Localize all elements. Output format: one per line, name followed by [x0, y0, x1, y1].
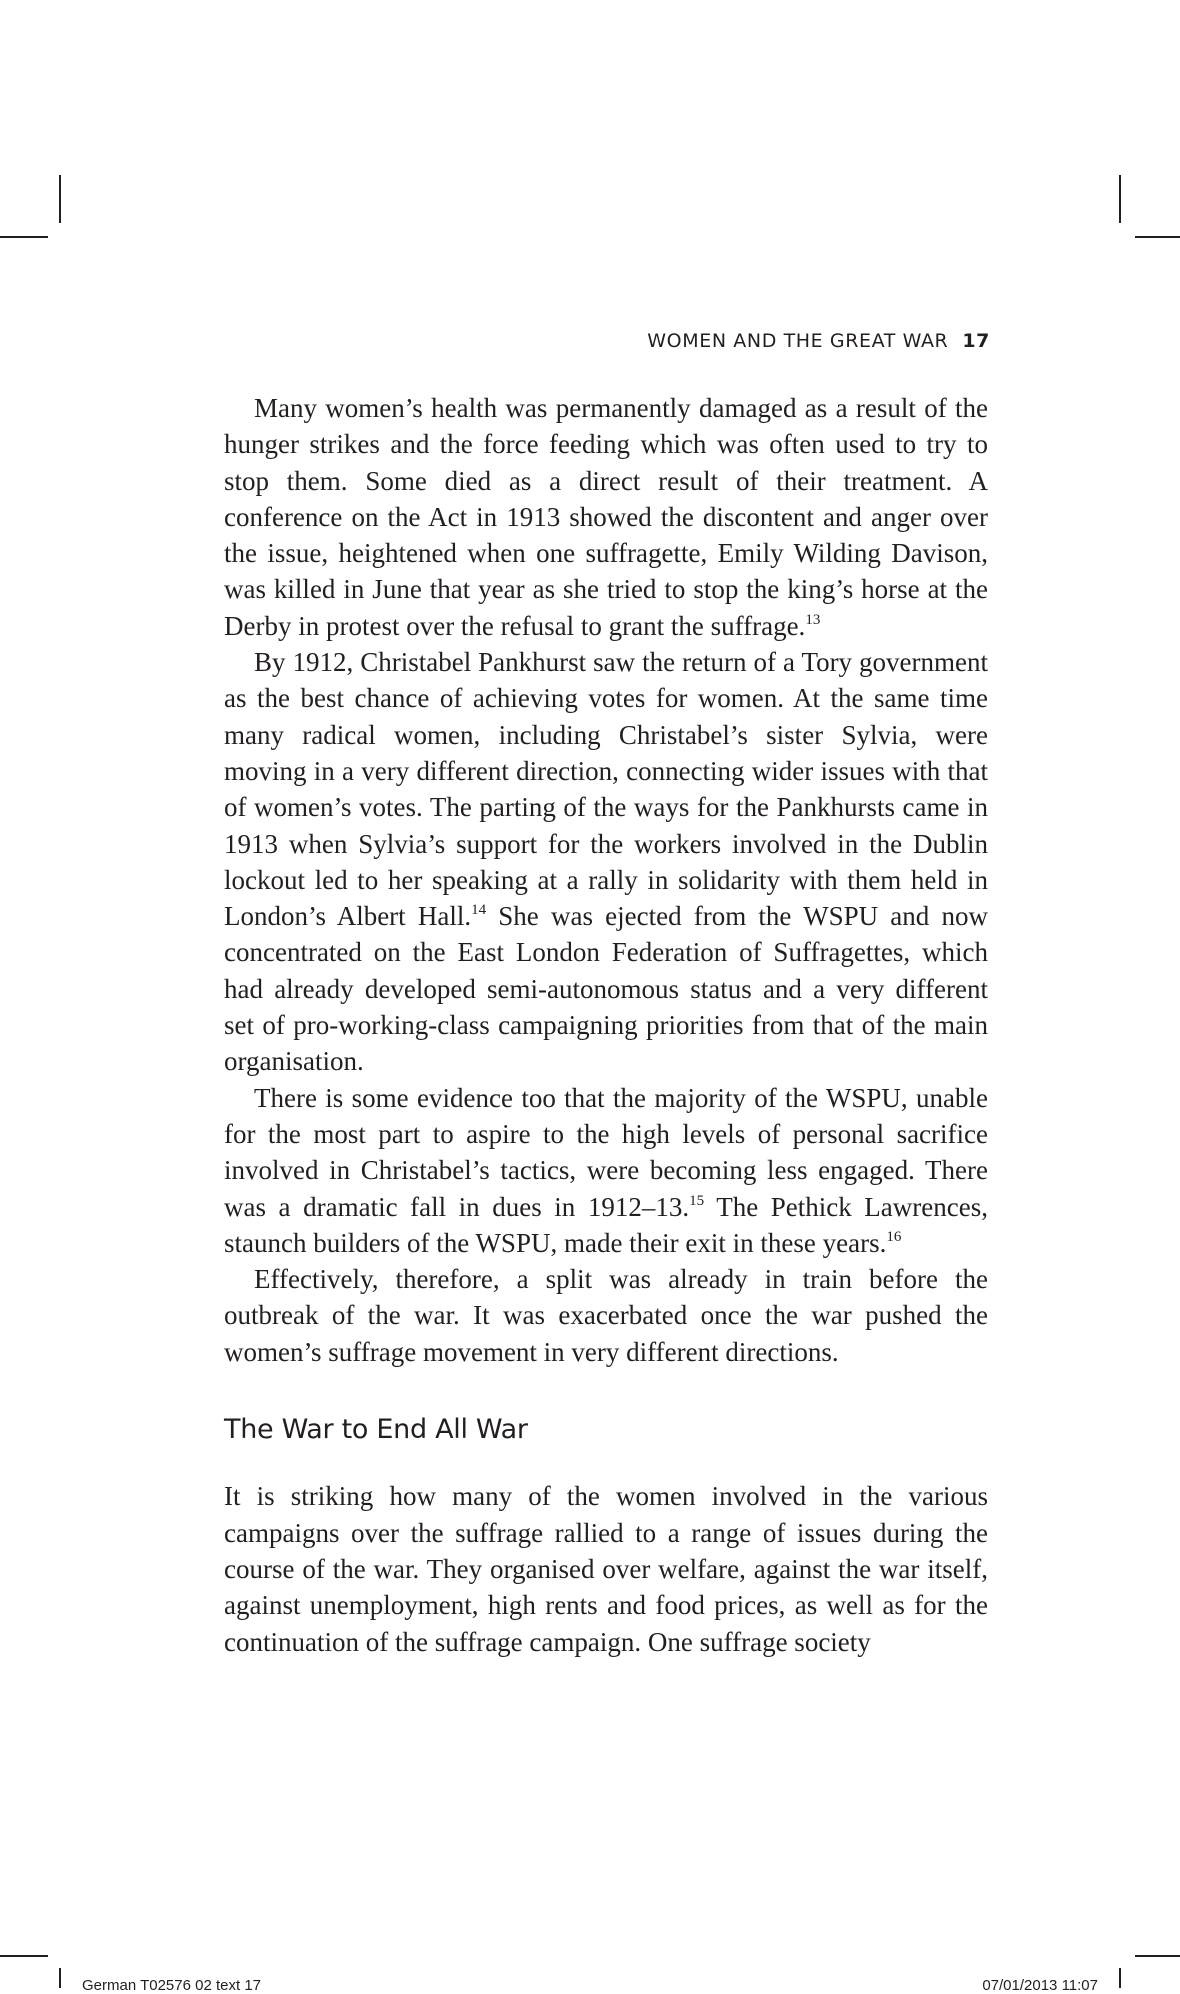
- crop-mark-bottom-left-horizontal: [0, 1955, 48, 1957]
- crop-mark-bottom-right-horizontal: [1135, 1955, 1180, 1957]
- page-number: 17: [962, 330, 990, 352]
- footnote-reference: 15: [689, 1192, 705, 1209]
- paragraph-text: It is striking how many of the women involved in the various campaigns over the suffrage rallied to a range of issues during the course of the war. They organised over welfare, against the war itself, against unemployment, high rents and food prices, as well as for the continuation of the suffrage campaign. One suffrage society: [224, 1481, 988, 1657]
- paragraph: [224, 1261, 988, 1370]
- paragraphs-before-heading: [224, 390, 988, 1370]
- footnote-reference: 14: [471, 901, 487, 918]
- crop-mark-top-left-vertical: [59, 175, 61, 223]
- slug-line-right: 07/01/2013 11:07: [982, 1977, 1098, 1994]
- crop-mark-top-right-horizontal: [1135, 236, 1180, 238]
- paragraph-text: Many women’s health was permanently damaged as a result of the hunger strikes and the force feeding which was often used to try to stop them. Some died as a direct result of their treatment. A conference on the Act in 1913 showed the discontent and anger over the issue, heightened when one suffragette, Emily Wilding Davison, was killed in June that year as she tried to stop the king’s horse at the Derby in protest over the refusal to grant the suffrage.: [224, 393, 988, 641]
- paragraph: [224, 390, 988, 644]
- footnote-reference: 13: [805, 611, 821, 628]
- paragraph-text: The Pethick Lawrences, staunch builders of the WSPU, made their exit in these years.: [224, 1191, 988, 1258]
- paragraph: [224, 644, 988, 1080]
- running-head: [647, 330, 990, 352]
- paragraphs-after-heading: [224, 1478, 988, 1659]
- body-text: [224, 390, 988, 1660]
- paragraph-text: There is some evidence too that the majority of the WSPU, unable for the most part to aspire to the high levels of personal sacrifice involved in Christabel’s tactics, were becoming less engaged. There was a dramatic fall in dues in 1912–13.: [224, 1082, 988, 1222]
- footnote-reference: 16: [886, 1228, 902, 1245]
- paragraph-text: She was ejected from the WSPU and now concentrated on the East London Federation of Suffragettes, which had already developed semi-autonomous status and a very different set of pro-working-class campaigning priorities from that of the main organisation.: [224, 901, 988, 1077]
- section-heading: The War to End All War: [224, 1414, 528, 1446]
- crop-mark-bottom-right-vertical: [1119, 1968, 1121, 1988]
- crop-mark-bottom-left-vertical: [59, 1968, 61, 1988]
- paragraph-text: By 1912, Christabel Pankhurst saw the return of a Tory government as the best chance of achieving votes for women. At the same time many radical women, including Christabel’s sister Sylvia, were moving in a very different direction, connecting wider issues with that of women’s votes. The parting of the ways for the Pankhursts came in 1913 when Sylvia’s support for the workers involved in the Dublin lockout led to her speaking at a rally in solidarity with them held in London’s Albert Hall.: [224, 647, 988, 932]
- slug-line-left: German T02576 02 text 17: [82, 1977, 262, 1994]
- running-head-title: WOMEN AND THE GREAT WAR: [647, 330, 949, 352]
- paragraph: [224, 1478, 988, 1659]
- crop-mark-top-right-vertical: [1119, 175, 1121, 223]
- crop-mark-top-left-horizontal: [0, 236, 48, 238]
- paragraph: [224, 1080, 988, 1261]
- paragraph-text: Effectively, therefore, a split was already in train before the outbreak of the war. It was exacerbated once the war pushed the women’s suffrage movement in very different directions.: [224, 1264, 988, 1367]
